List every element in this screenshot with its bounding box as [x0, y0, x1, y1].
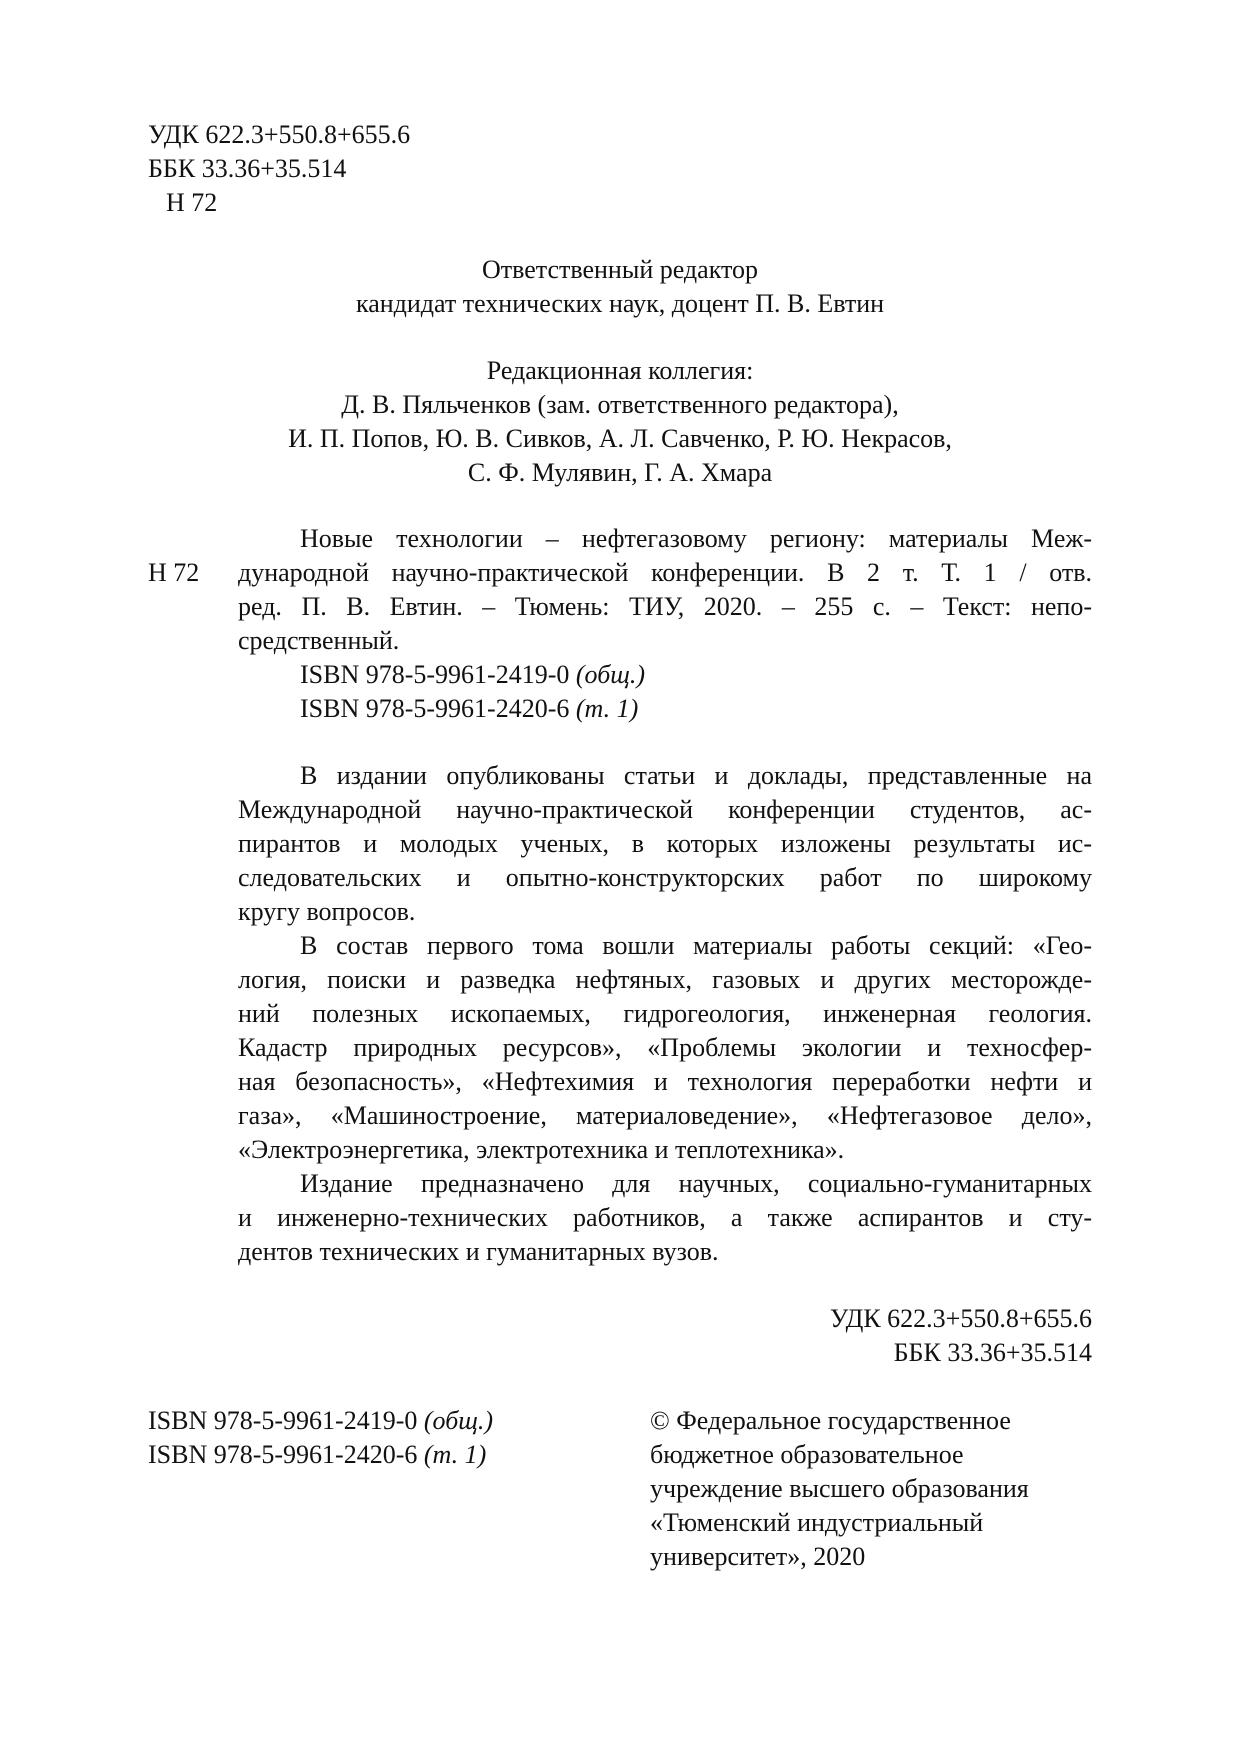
- abstract-p2-line-7: «Электроэнергетика, электротехника и теплотехника».: [238, 1135, 845, 1164]
- abstract-p1-line-3: пирантов и молодых ученых, в которых изложены результаты ис-: [238, 829, 1092, 858]
- editor-name: кандидат технических наук, доцент П. В. Евтин: [355, 289, 885, 318]
- copyright-line-5: университет», 2020: [650, 1542, 866, 1571]
- isbn-volume-number: ISBN 978-5-9961-2420-6: [300, 694, 570, 723]
- abstract-p1-line-1: В издании опубликованы статьи и доклады, представленные на: [300, 761, 1092, 790]
- abstract-p3-line-2: и инженерно-технических работников, а также аспирантов и сту-: [238, 1203, 1092, 1232]
- bibliographic-sign: Н 72: [148, 558, 200, 587]
- isbn-volume: [300, 692, 638, 726]
- board-line-2: И. П. Попов, Ю. В. Сивков, А. Л. Савченко, Р. Ю. Некрасов,: [288, 424, 952, 453]
- footer-isbn-volume: [148, 1438, 486, 1472]
- footer-isbn-volume-number: ISBN 978-5-9961-2420-6: [148, 1440, 418, 1469]
- author-sign: Н 72: [166, 188, 218, 217]
- board-title: Редакционная коллегия:: [486, 356, 754, 385]
- bibliographic-line-2: дународной научно-практической конференции. В 2 т. Т. 1 / отв.: [238, 558, 1092, 587]
- copyright-line-1: © Федеральное государственное: [650, 1406, 1011, 1435]
- isbn-general: [300, 658, 645, 692]
- editor-title: Ответственный редактор: [481, 255, 759, 284]
- bibliographic-line-1: Новые технологии – нефтегазовому региону: материалы Меж-: [300, 524, 1092, 553]
- copyright-line-4: «Тюменский индустриальный: [650, 1508, 984, 1537]
- board-line-1: Д. В. Пяльченков (зам. ответственного редактора),: [341, 390, 899, 419]
- udk-code: УДК 622.3+550.8+655.6: [148, 120, 411, 149]
- bibliographic-line-3: ред. П. В. Евтин. – Тюмень: ТИУ, 2020. – 255 с. – Текст: непо-: [238, 592, 1092, 621]
- isbn-volume-note: (т. 1): [575, 694, 639, 723]
- abstract-p2-line-4: Кадастр природных ресурсов», «Проблемы экологии и техносфер-: [238, 1033, 1092, 1062]
- footer-isbn-general: [148, 1404, 493, 1438]
- footer-isbn-general-number: ISBN 978-5-9961-2419-0: [148, 1406, 418, 1435]
- abstract-p2-line-2: логия, поиски и разведка нефтяных, газовых и других месторожде-: [238, 965, 1092, 994]
- abstract-p3-line-3: дентов технических и гуманитарных вузов.: [238, 1237, 719, 1266]
- footer-udk: УДК 622.3+550.8+655.6: [829, 1304, 1092, 1333]
- bibliographic-line-4: средственный.: [238, 626, 400, 655]
- abstract-p2-line-6: газа», «Машиностроение, материаловедение», «Нефтегазовое дело»,: [238, 1101, 1092, 1130]
- abstract-p1-line-2: Международной научно-практической конференции студентов, ас-: [238, 795, 1092, 824]
- isbn-general-note: (общ.): [575, 660, 646, 689]
- abstract-p2-line-3: ний полезных ископаемых, гидрогеология, инженерная геология.: [238, 999, 1092, 1028]
- footer-bbk: ББК 33.36+35.514: [893, 1338, 1092, 1367]
- bbk-code: ББК 33.36+35.514: [148, 154, 347, 183]
- abstract-p2-line-1: В состав первого тома вошли материалы работы секций: «Гео-: [300, 931, 1092, 960]
- copyright-line-3: учреждение высшего образования: [650, 1474, 1029, 1503]
- copyright-line-2: бюджетное образовательное: [650, 1440, 964, 1469]
- footer-isbn-general-note: (общ.): [423, 1406, 494, 1435]
- abstract-p2-line-5: ная безопасность», «Нефтехимия и технология переработки нефти и: [238, 1067, 1092, 1096]
- abstract-p1-line-4: следовательских и опытно-конструкторских работ по широкому: [238, 863, 1092, 892]
- abstract-p3-line-1: Издание предназначено для научных, социально-гуманитарных: [300, 1169, 1092, 1198]
- abstract-p1-line-5: кругу вопросов.: [238, 897, 416, 926]
- board-line-3: С. Ф. Мулявин, Г. А. Хмара: [467, 458, 773, 487]
- isbn-general-number: ISBN 978-5-9961-2419-0: [300, 660, 570, 689]
- footer-isbn-volume-note: (т. 1): [423, 1440, 487, 1469]
